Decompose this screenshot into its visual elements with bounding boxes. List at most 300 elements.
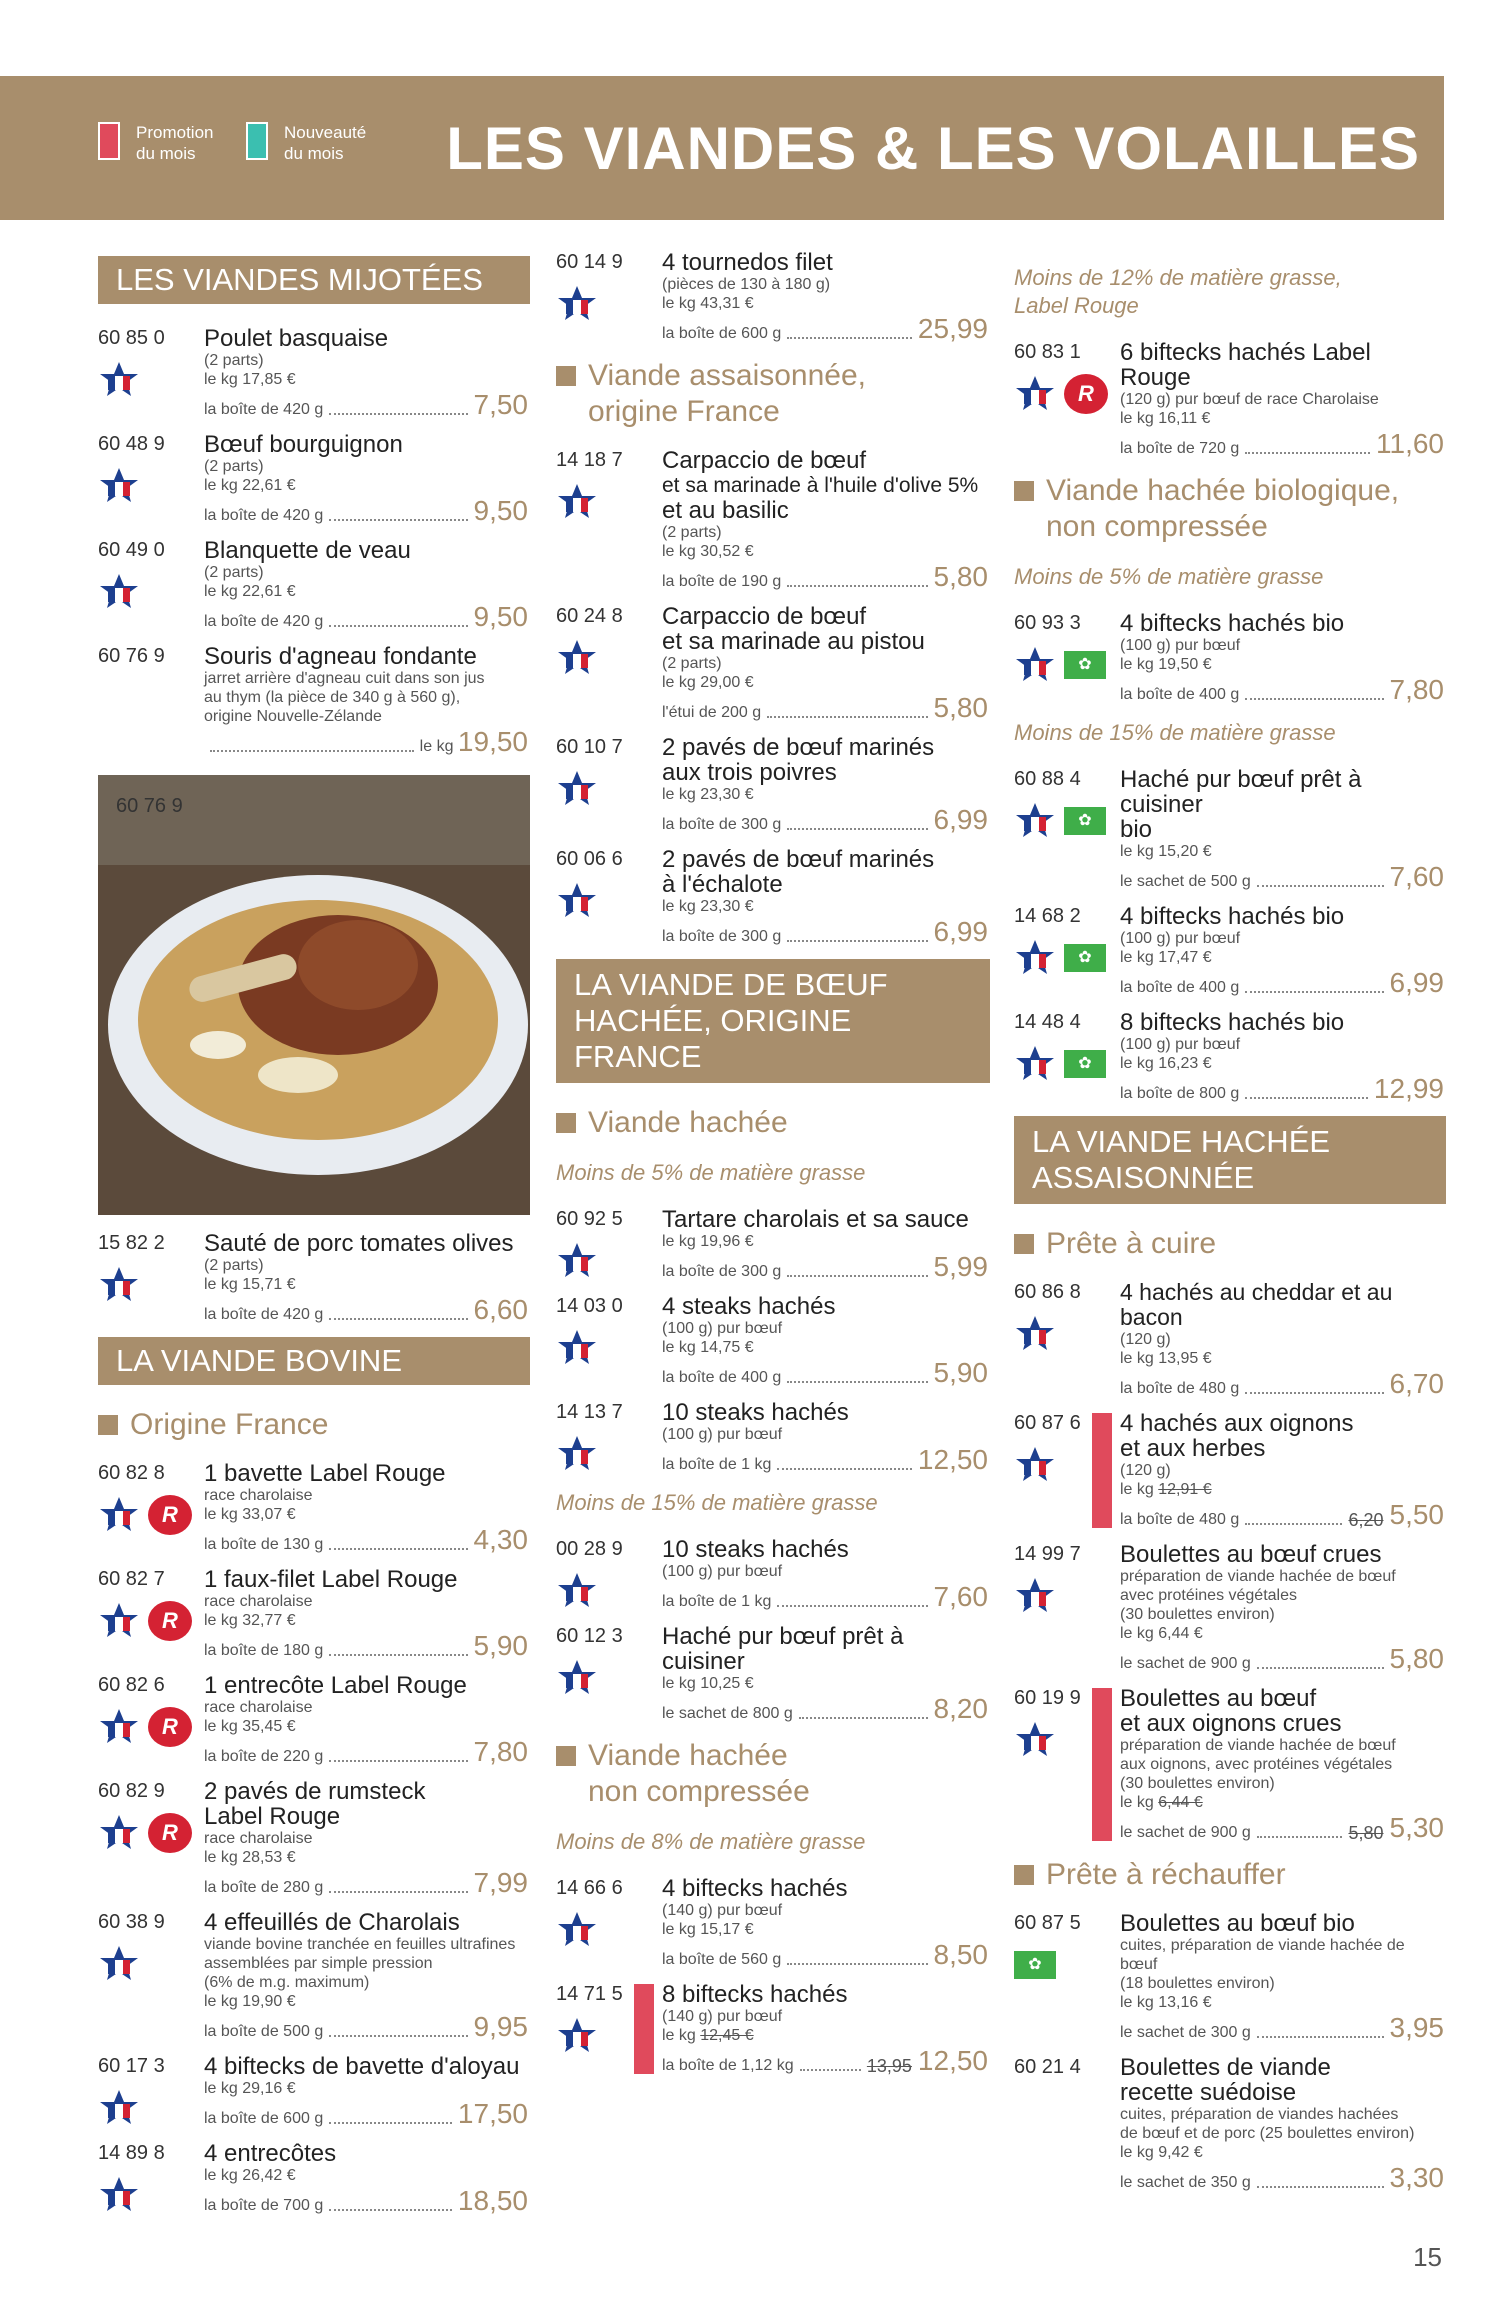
price-label: la boîte de 400 g <box>1120 979 1240 996</box>
product-detail: le kg <box>1120 1794 1154 1811</box>
product-name: 1 bavette Label Rouge <box>204 1460 446 1487</box>
product-name: 2 pavés de bœuf marinés <box>662 734 935 761</box>
legend-label: du mois <box>136 144 196 163</box>
product-name-line-2: et sa marinade au pistou <box>662 628 925 655</box>
old-price: 5,80 <box>1348 1823 1384 1843</box>
product-name: Haché pur bœuf prêt à cuisiner <box>1120 766 1362 818</box>
product-code: 60 12 3 <box>556 1625 623 1647</box>
price-value: 6,99 <box>1389 967 1444 998</box>
product-name: 8 biftecks hachés bio <box>1120 1009 1345 1036</box>
product-name: Carpaccio de bœuf <box>662 447 867 474</box>
product-detail: le kg <box>1120 1481 1154 1498</box>
origin-france-icon <box>1014 1720 1056 1758</box>
product-detail: cuites, préparation de viandes hachées <box>1120 2106 1399 2123</box>
price-label: la boîte de 1 kg <box>662 1456 772 1473</box>
product-detail: le kg 14,75 € <box>662 1339 754 1356</box>
product-detail: le kg 32,77 € <box>204 1612 296 1629</box>
section-band: LA VIANDE DE BŒUF HACHÉE, ORIGINE FRANCE <box>556 959 990 1083</box>
product-item[interactable] <box>98 1673 530 1767</box>
product-code: 60 92 5 <box>556 1208 623 1230</box>
product-code: 60 48 9 <box>98 433 165 455</box>
product-name: Souris d'agneau fondante <box>204 643 477 670</box>
product-item[interactable] <box>98 2141 530 2216</box>
product-code: 60 82 9 <box>98 1780 165 1802</box>
price-value: 5,90 <box>473 1630 528 1661</box>
product-item[interactable] <box>556 1624 990 1724</box>
product-item[interactable] <box>556 847 990 947</box>
product-item[interactable] <box>98 326 530 420</box>
product-detail: le kg 6,44 € <box>1120 1625 1203 1642</box>
product-detail: viande bovine tranchée en feuilles ultrafines <box>204 1936 516 1953</box>
product-item[interactable] <box>1014 340 1446 459</box>
product-detail: le kg 29,16 € <box>204 2080 296 2097</box>
price-value: 17,50 <box>457 2098 528 2129</box>
product-code: 60 87 6 <box>1014 1412 1081 1434</box>
product-name: 4 entrecôtes <box>204 2140 337 2167</box>
price-value: 3,30 <box>1389 2162 1444 2193</box>
price-label: la boîte de 600 g <box>204 2110 324 2127</box>
origin-france-icon <box>98 1813 140 1851</box>
product-detail: avec protéines végétales <box>1120 1587 1297 1604</box>
product-detail: (100 g) pur bœuf <box>1120 930 1241 947</box>
price-value: 18,50 <box>457 2185 528 2216</box>
price-label: la boîte de 700 g <box>204 2197 324 2214</box>
product-detail: le kg 15,20 € <box>1120 843 1212 860</box>
page-number: 15 <box>1413 2242 1442 2272</box>
product-item[interactable] <box>98 538 530 632</box>
price-value: 7,80 <box>473 1736 528 1767</box>
origin-france-icon <box>1014 1044 1056 1082</box>
product-name: Bœuf bourguignon <box>204 431 403 458</box>
product-code: 14 89 8 <box>98 2142 165 2164</box>
price-label: l'étui de 200 g <box>662 704 762 721</box>
price-label: le sachet de 900 g <box>1120 1655 1251 1672</box>
fat-content-note: Moins de 15% de matière grasse <box>556 1490 878 1515</box>
product-name: 4 hachés au cheddar et au bacon <box>1120 1279 1393 1330</box>
product-name: 4 biftecks hachés bio <box>1120 610 1345 637</box>
origin-france-icon <box>98 1495 140 1533</box>
product-detail: race charolaise <box>204 1593 313 1610</box>
origin-france-icon <box>98 1707 140 1745</box>
product-detail: (120 g) <box>1120 1462 1171 1479</box>
product-name-line-2: et sa marinade à l'huile d'olive 5% <box>662 474 979 497</box>
price-value: 5,80 <box>933 692 988 723</box>
product-name: 8 biftecks hachés <box>662 1981 848 2008</box>
origin-france-icon <box>98 1601 140 1639</box>
product-name-line-2: aux trois poivres <box>662 759 837 786</box>
product-name-line-2: et aux herbes <box>1120 1435 1266 1462</box>
legend-label: Nouveauté <box>284 123 367 142</box>
product-item[interactable] <box>1014 2055 1446 2193</box>
price-label: la boîte de 1 kg <box>662 1593 772 1610</box>
page-title: LES VIANDES & LES VOLAILLES <box>446 115 1420 182</box>
product-detail: le kg 16,11 € <box>1120 410 1211 427</box>
photo-code: 60 76 9 <box>116 795 183 817</box>
product-item[interactable] <box>98 1779 530 1898</box>
price-label: la boîte de 480 g <box>1120 1380 1240 1397</box>
subsection-title: Viande hachée biologique, non compressée <box>1014 473 1446 545</box>
origin-france-icon <box>1014 1314 1056 1352</box>
product-detail: le kg 28,53 € <box>204 1849 296 1866</box>
price-value: 5,30 <box>1389 1812 1444 1843</box>
origin-france-icon <box>98 572 140 610</box>
product-item[interactable] <box>1014 1010 1446 1104</box>
price-label: le sachet de 500 g <box>1120 873 1251 890</box>
price-value: 8,50 <box>933 1939 988 1970</box>
product-detail: le kg 15,71 € <box>204 1276 296 1293</box>
price-label: la boîte de 300 g <box>662 1263 782 1280</box>
product-detail: le kg 9,42 € <box>1120 2144 1203 2161</box>
price-value: 3,95 <box>1389 2012 1444 2043</box>
price-label: la boîte de 420 g <box>204 613 324 630</box>
product-detail: le kg 15,17 € <box>662 1921 754 1938</box>
product-item[interactable] <box>556 1294 990 1388</box>
subsection-title: Viande assaisonnée, origine France <box>556 358 990 430</box>
product-code: 60 76 9 <box>98 645 165 667</box>
promotion-swatch <box>98 122 120 160</box>
product-item-promo[interactable] <box>556 1982 990 2076</box>
product-name: Boulettes au bœuf crues <box>1120 1541 1382 1568</box>
old-price: 13,95 <box>866 2056 912 2076</box>
origin-france-icon <box>1014 1445 1056 1483</box>
price-value: 7,50 <box>473 389 528 420</box>
product-detail: (2 parts) <box>662 524 722 541</box>
product-name-line-2: Label Rouge <box>204 1803 341 1830</box>
product-code: 60 82 7 <box>98 1568 165 1590</box>
product-code: 14 68 2 <box>1014 905 1081 927</box>
promotion-marker <box>1092 1413 1112 1528</box>
product-name: Boulettes de viande <box>1120 2054 1331 2081</box>
price-value: 5,80 <box>1389 1643 1444 1674</box>
price-label: la boîte de 420 g <box>204 401 324 418</box>
price-value: 5,90 <box>933 1357 988 1388</box>
product-code: 14 48 4 <box>1014 1011 1081 1033</box>
product-code: 14 18 7 <box>556 449 623 471</box>
price-value: 8,20 <box>933 1693 988 1724</box>
label-rouge-icon: R <box>148 1707 192 1747</box>
origin-france-icon <box>556 1328 598 1366</box>
product-item[interactable] <box>556 250 990 344</box>
product-code: 60 24 8 <box>556 605 623 627</box>
product-code: 60 93 3 <box>1014 612 1081 634</box>
origin-france-icon <box>98 360 140 398</box>
product-item[interactable] <box>98 432 530 526</box>
product-name: Haché pur bœuf prêt à cuisiner <box>662 1623 904 1675</box>
product-detail: le kg 13,95 € <box>1120 1350 1212 1367</box>
label-rouge-icon: R <box>148 1813 192 1853</box>
product-detail: le kg 35,45 € <box>204 1718 296 1735</box>
price-value: 12,50 <box>917 2045 988 2076</box>
product-name-line-2: bio <box>1120 816 1153 843</box>
price-value: 12,99 <box>1373 1073 1444 1104</box>
column-3 <box>1014 250 1446 2205</box>
product-name: Boulettes au bœuf <box>1120 1685 1317 1712</box>
product-name: 1 entrecôte Label Rouge <box>204 1672 467 1699</box>
product-item[interactable] <box>1014 767 1446 892</box>
product-detail: le kg 19,96 € <box>662 1233 754 1250</box>
product-item-promo[interactable] <box>1014 1686 1446 1843</box>
nouveaute-swatch <box>246 122 268 160</box>
product-detail: le kg 19,50 € <box>1120 656 1212 673</box>
product-detail: assemblées par simple pression <box>204 1955 433 1972</box>
old-price: 6,20 <box>1348 1510 1384 1530</box>
origin-france-icon <box>556 881 598 919</box>
product-name: 10 steaks hachés <box>662 1536 849 1563</box>
section-band: LA VIANDE HACHÉE ASSAISONNÉE <box>1014 1116 1446 1204</box>
product-code: 60 88 4 <box>1014 768 1081 790</box>
price-label: la boîte de 280 g <box>204 1879 324 1896</box>
product-item[interactable] <box>1014 1911 1446 2043</box>
product-item[interactable] <box>556 1400 990 1475</box>
price-label: la boîte de 190 g <box>662 573 782 590</box>
price-label: la boîte de 420 g <box>204 507 324 524</box>
product-detail: le kg 17,85 € <box>204 371 296 388</box>
fat-content-note: Moins de 12% de matière grasse, Label Rouge <box>1014 265 1342 318</box>
product-detail: le kg 43,31 € <box>662 295 754 312</box>
product-item[interactable] <box>556 448 990 592</box>
product-item[interactable] <box>1014 904 1446 998</box>
old-kg-price: 6,44 € <box>1158 1794 1203 1811</box>
product-code: 60 49 0 <box>98 539 165 561</box>
product-detail: (2 parts) <box>204 458 264 475</box>
product-name: 4 biftecks hachés <box>662 1875 848 1902</box>
price-value: 11,60 <box>1376 428 1444 459</box>
product-item[interactable] <box>98 644 530 757</box>
product-code: 60 06 6 <box>556 848 623 870</box>
product-detail: (120 g) <box>1120 1331 1171 1348</box>
product-name-line-3: et au basilic <box>662 497 789 524</box>
product-item[interactable] <box>556 1207 990 1282</box>
product-detail: (100 g) pur bœuf <box>662 1563 783 1580</box>
product-detail: origine Nouvelle-Zélande <box>204 708 382 725</box>
price-value: 25,99 <box>917 313 988 344</box>
product-name: 6 biftecks hachés Label Rouge <box>1120 339 1371 391</box>
lamb-dish-illustration <box>98 775 530 1215</box>
column-1 <box>98 250 530 2228</box>
origin-france-icon <box>1014 374 1056 412</box>
price-value: 9,95 <box>473 2011 528 2042</box>
price-value: 4,30 <box>473 1524 528 1555</box>
product-code: 15 82 2 <box>98 1232 165 1254</box>
product-detail: (2 parts) <box>204 352 264 369</box>
price-label: la boîte de 400 g <box>1120 686 1240 703</box>
price-label: le sachet de 900 g <box>1120 1824 1251 1841</box>
product-item[interactable] <box>98 1910 530 2042</box>
price-label: la boîte de 600 g <box>662 325 782 342</box>
product-name: Poulet basquaise <box>204 325 389 352</box>
column-2 <box>556 250 990 2088</box>
origin-france-icon <box>556 284 598 322</box>
product-code: 14 71 5 <box>556 1983 623 2005</box>
origin-france-icon <box>98 2088 140 2126</box>
product-code: 60 83 1 <box>1014 341 1081 363</box>
origin-france-icon <box>1014 938 1056 976</box>
price-value: 5,99 <box>933 1251 988 1282</box>
price-value: 7,60 <box>1389 861 1444 892</box>
product-code: 60 10 7 <box>556 736 623 758</box>
origin-france-icon <box>556 482 598 520</box>
product-name: 4 effeuillés de Charolais <box>204 1909 460 1936</box>
product-item-promo[interactable] <box>1014 1411 1446 1530</box>
product-code: 60 86 8 <box>1014 1281 1081 1303</box>
product-item[interactable] <box>556 735 990 835</box>
product-item[interactable] <box>98 1231 530 1325</box>
price-label: la boîte de 1,12 kg <box>662 2057 794 2074</box>
origin-france-icon <box>556 1241 598 1279</box>
product-detail: (2 parts) <box>204 564 264 581</box>
product-code: 14 13 7 <box>556 1401 623 1423</box>
product-detail: jarret arrière d'agneau cuit dans son jus <box>204 670 485 687</box>
bio-leaf-icon: ✿ <box>1064 807 1106 835</box>
price-label: la boîte de 220 g <box>204 1748 324 1765</box>
product-name: 4 biftecks hachés bio <box>1120 903 1345 930</box>
header-band <box>0 76 1444 220</box>
origin-france-icon <box>556 769 598 807</box>
subsection-title: Viande hachée non compressée <box>556 1738 990 1810</box>
old-kg-price: 12,45 € <box>700 2027 754 2044</box>
product-name: 4 biftecks de bavette d'aloyau <box>204 2053 520 2080</box>
product-detail: (100 g) pur bœuf <box>662 1320 783 1337</box>
subsection-title: Prête à cuire <box>1014 1226 1446 1262</box>
origin-france-icon <box>556 2016 598 2054</box>
fat-content-note: Moins de 5% de matière grasse <box>556 1160 866 1185</box>
price-label: la boîte de 480 g <box>1120 1511 1240 1528</box>
section-band: LES VIANDES MIJOTÉES <box>98 256 530 304</box>
product-detail: cuites, préparation de viande hachée de bœuf <box>1120 1937 1405 1973</box>
product-detail: (30 boulettes environ) <box>1120 1606 1275 1623</box>
product-code: 60 85 0 <box>98 327 165 349</box>
product-detail: le kg 17,47 € <box>1120 949 1212 966</box>
promotion-marker <box>1092 1688 1112 1841</box>
bio-leaf-icon: ✿ <box>1064 944 1106 972</box>
legend-label: Promotion <box>136 123 214 142</box>
product-detail: le kg 13,16 € <box>1120 1994 1212 2011</box>
product-detail: le kg 22,61 € <box>204 583 296 600</box>
product-detail: le kg 10,25 € <box>662 1675 754 1692</box>
product-item[interactable] <box>1014 1542 1446 1674</box>
price-value: 7,80 <box>1389 674 1444 705</box>
product-detail: de bœuf et de porc (25 boulettes environ) <box>1120 2125 1415 2142</box>
product-name: 10 steaks hachés <box>662 1399 849 1426</box>
product-name: 2 pavés de rumsteck <box>204 1778 426 1805</box>
product-detail: (2 parts) <box>662 655 722 672</box>
product-name: 2 pavés de bœuf marinés <box>662 846 935 873</box>
product-detail: le kg 22,61 € <box>204 477 296 494</box>
product-name: 1 faux-filet Label Rouge <box>204 1566 458 1593</box>
product-detail: (120 g) pur bœuf de race Charolaise <box>1120 391 1379 408</box>
price-value: 6,99 <box>933 916 988 947</box>
price-label: le sachet de 800 g <box>662 1705 793 1722</box>
product-detail: le kg 16,23 € <box>1120 1055 1212 1072</box>
origin-france-icon <box>1014 645 1056 683</box>
origin-france-icon <box>1014 1576 1056 1614</box>
origin-france-icon <box>98 1265 140 1303</box>
section-band: LA VIANDE BOVINE <box>98 1337 530 1385</box>
product-detail: le kg 29,00 € <box>662 674 754 691</box>
product-detail: le kg 26,42 € <box>204 2167 296 2184</box>
product-item[interactable] <box>556 1876 990 1970</box>
price-value: 6,60 <box>473 1294 528 1325</box>
product-name: 4 steaks hachés <box>662 1293 836 1320</box>
product-detail: aux oignons, avec protéines végétales <box>1120 1756 1393 1773</box>
product-photo <box>98 775 530 1215</box>
product-item[interactable] <box>556 1537 990 1612</box>
price-label: la boîte de 560 g <box>662 1951 782 1968</box>
product-code: 60 21 4 <box>1014 2056 1081 2078</box>
origin-france-icon <box>556 1434 598 1472</box>
origin-france-icon <box>556 1910 598 1948</box>
origin-france-icon <box>98 1944 140 1982</box>
product-code: 60 19 9 <box>1014 1687 1081 1709</box>
product-name: 4 tournedos filet <box>662 249 833 276</box>
product-detail: préparation de viande hachée de bœuf <box>1120 1568 1396 1585</box>
product-name-line-2: à l'échalote <box>662 871 783 898</box>
product-code: 60 38 9 <box>98 1911 165 1933</box>
price-value: 19,50 <box>457 726 528 757</box>
product-name: 4 hachés aux oignons <box>1120 1410 1354 1437</box>
product-detail: le kg 23,30 € <box>662 898 754 915</box>
product-name: Sauté de porc tomates olives <box>204 1230 514 1257</box>
product-item[interactable] <box>98 1567 530 1661</box>
price-label: la boîte de 420 g <box>204 1306 324 1323</box>
price-value: 5,50 <box>1389 1499 1444 1530</box>
product-detail: (18 boulettes environ) <box>1120 1975 1275 1992</box>
product-name-line-2: et aux oignons crues <box>1120 1710 1342 1737</box>
origin-france-icon <box>556 638 598 676</box>
product-code: 14 66 6 <box>556 1877 623 1899</box>
price-label: le kg <box>419 738 454 755</box>
price-label: le sachet de 300 g <box>1120 2024 1251 2041</box>
product-name: Tartare charolais et sa sauce <box>662 1206 969 1233</box>
product-detail: (2 parts) <box>204 1257 264 1274</box>
price-value: 5,80 <box>933 561 988 592</box>
product-detail: le kg 30,52 € <box>662 543 754 560</box>
product-item[interactable] <box>556 604 990 723</box>
product-name-line-2: recette suédoise <box>1120 2079 1297 2106</box>
product-detail: le kg 19,90 € <box>204 1993 296 2010</box>
product-detail: (100 g) pur bœuf <box>662 1426 783 1443</box>
product-item[interactable] <box>98 1461 530 1555</box>
price-label: la boîte de 180 g <box>204 1642 324 1659</box>
product-detail: (140 g) pur bœuf <box>662 2008 783 2025</box>
product-detail: au thym (la pièce de 340 g à 560 g), <box>204 689 461 706</box>
product-item[interactable] <box>1014 611 1446 705</box>
bio-leaf-icon: ✿ <box>1064 651 1106 679</box>
label-rouge-icon: R <box>148 1601 192 1641</box>
product-code: 14 99 7 <box>1014 1543 1081 1565</box>
subsection-title: Prête à réchauffer <box>1014 1857 1446 1893</box>
price-value: 7,60 <box>933 1581 988 1612</box>
old-kg-price: 12,91 € <box>1158 1481 1212 1498</box>
legend-promotion <box>98 122 213 164</box>
price-value: 6,70 <box>1389 1368 1444 1399</box>
product-item[interactable] <box>1014 1280 1446 1399</box>
legend-nouveaute <box>246 122 366 164</box>
price-label: la boîte de 500 g <box>204 2023 324 2040</box>
product-name: Blanquette de veau <box>204 537 411 564</box>
fat-content-note: Moins de 8% de matière grasse <box>556 1829 866 1854</box>
subsection-title: Origine France <box>98 1407 530 1443</box>
origin-france-icon <box>98 466 140 504</box>
product-item[interactable] <box>98 2054 530 2129</box>
product-detail: (100 g) pur bœuf <box>1120 637 1241 654</box>
price-label: la boîte de 720 g <box>1120 440 1240 457</box>
product-name: Boulettes au bœuf bio <box>1120 1910 1355 1937</box>
bio-leaf-icon: ✿ <box>1014 1951 1056 1979</box>
label-rouge-icon: R <box>148 1495 192 1535</box>
product-detail: préparation de viande hachée de bœuf <box>1120 1737 1396 1754</box>
product-detail: (140 g) pur bœuf <box>662 1902 783 1919</box>
